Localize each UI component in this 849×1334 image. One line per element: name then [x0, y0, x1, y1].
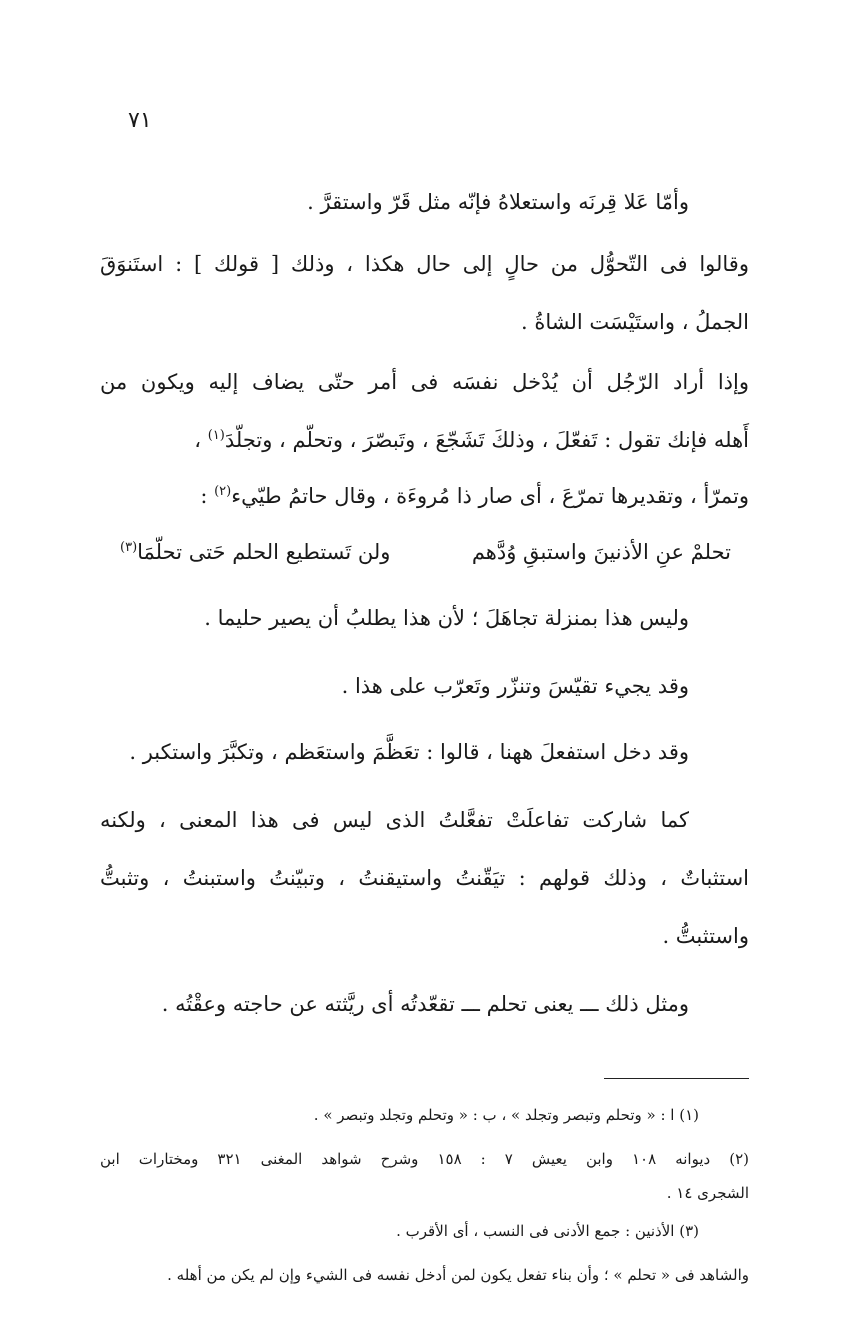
paragraph-line: كما شاركت تفاعلَتْ تفعَّلتُ الذى ليس فى هذا المعنى ، ولكنه	[100, 808, 689, 832]
footnote-ref: (٢)	[214, 484, 232, 499]
paragraph-line: الجملُ ، واستَيْسَت الشاةُ .	[521, 310, 749, 334]
paragraph-text: :	[200, 484, 215, 508]
footnote-2-line: الشجرى ١٤ .	[666, 1184, 749, 1202]
paragraph-line	[200, 484, 749, 508]
paragraph-line: وليس هذا بمنزلة تجاهَلَ ؛ لأن هذا يطلبُ أن يصير حليما .	[204, 606, 689, 630]
paragraph-line: واستثبتُّ .	[662, 924, 749, 948]
verse-second-hemistich	[120, 540, 390, 564]
paragraph-line: ومثل ذلك ـــ يعنى تحلم ـــ تقعّدتُه أى ريَّثته عن حاجته وعقْتُه .	[161, 992, 689, 1016]
footnote-separator	[604, 1078, 749, 1079]
footnote-3: (٣) الأذنين : جمع الأدنى فى النسب ، أى الأقرب .	[396, 1222, 699, 1240]
paragraph-text: أَهله فإنك تقول : تَفعّلَ ، وذلكَ تَشَجّعَ ، وتَبصّرَ ، وتحلّم ، وتجلّدَ	[224, 428, 749, 452]
footnote-ref: (٣)	[120, 540, 138, 555]
paragraph-text: ،	[194, 428, 208, 452]
paragraph-line: استثباتٌ ، وذلك قولهم : تيَقّنتُ واستيقنتُ ، وتبيّنتُ واستبنتُ ، وتثبتُّ	[100, 866, 749, 890]
verse-text: ولن تَستطيع الحلم حَتى تحلّمَا	[137, 540, 391, 564]
paragraph-line: وإذا أراد الرّجُل أن يُدْخل نفسَه فى أمر حتّى يضاف إليه ويكون من	[100, 370, 749, 394]
paragraph-line	[100, 428, 749, 452]
page-number: ٧١	[128, 108, 152, 133]
footnote-ref: (١)	[207, 428, 225, 443]
paragraph-text: وتمرّأ ، وتقديرها تمرّعَ ، أى صار ذا مُروءَة ، وقال حاتمُ طيّيء	[231, 484, 749, 508]
verse-first-hemistich: تحلمْ عنِ الأذنينَ واستبقِ وُدَّهم	[471, 540, 731, 564]
paragraph-line: وقد دخل استفعلَ ههنا ، قالوا : تعَظَّمَ واستعَظم ، وتكبَّرَ واستكبر .	[129, 740, 689, 764]
footnote-2-line: (٢) ديوانه ١٠٨ وابن يعيش ٧ : ١٥٨ وشرح شواهد المغنى ٣٢١ ومختارات ابن	[100, 1150, 749, 1168]
paragraph-line: وأمّا عَلا قِرنَه واستعلاهُ فإنّه مثل قَرّ واستقرَّ .	[307, 190, 689, 214]
paragraph-line: وقد يجيء تقيّسَ وتنزّر وتَعرّب على هذا .	[341, 674, 689, 698]
paragraph-line: وقالوا فى التّحوُّل من حالٍ إلى حال هكذا ، وذلك [ قولك ] : استَنوَقَ	[100, 252, 749, 276]
footnote-1: (١) ا : « وتحلم وتبصر وتجلد » ، ب : « وتحلم وتجلد وتبصر » .	[313, 1106, 699, 1124]
footnote-4: والشاهد فى « تحلم » ؛ وأن بناء تفعل يكون لمن أدخل نفسه فى الشيء وإن لم يكن من أهله .	[167, 1266, 749, 1284]
